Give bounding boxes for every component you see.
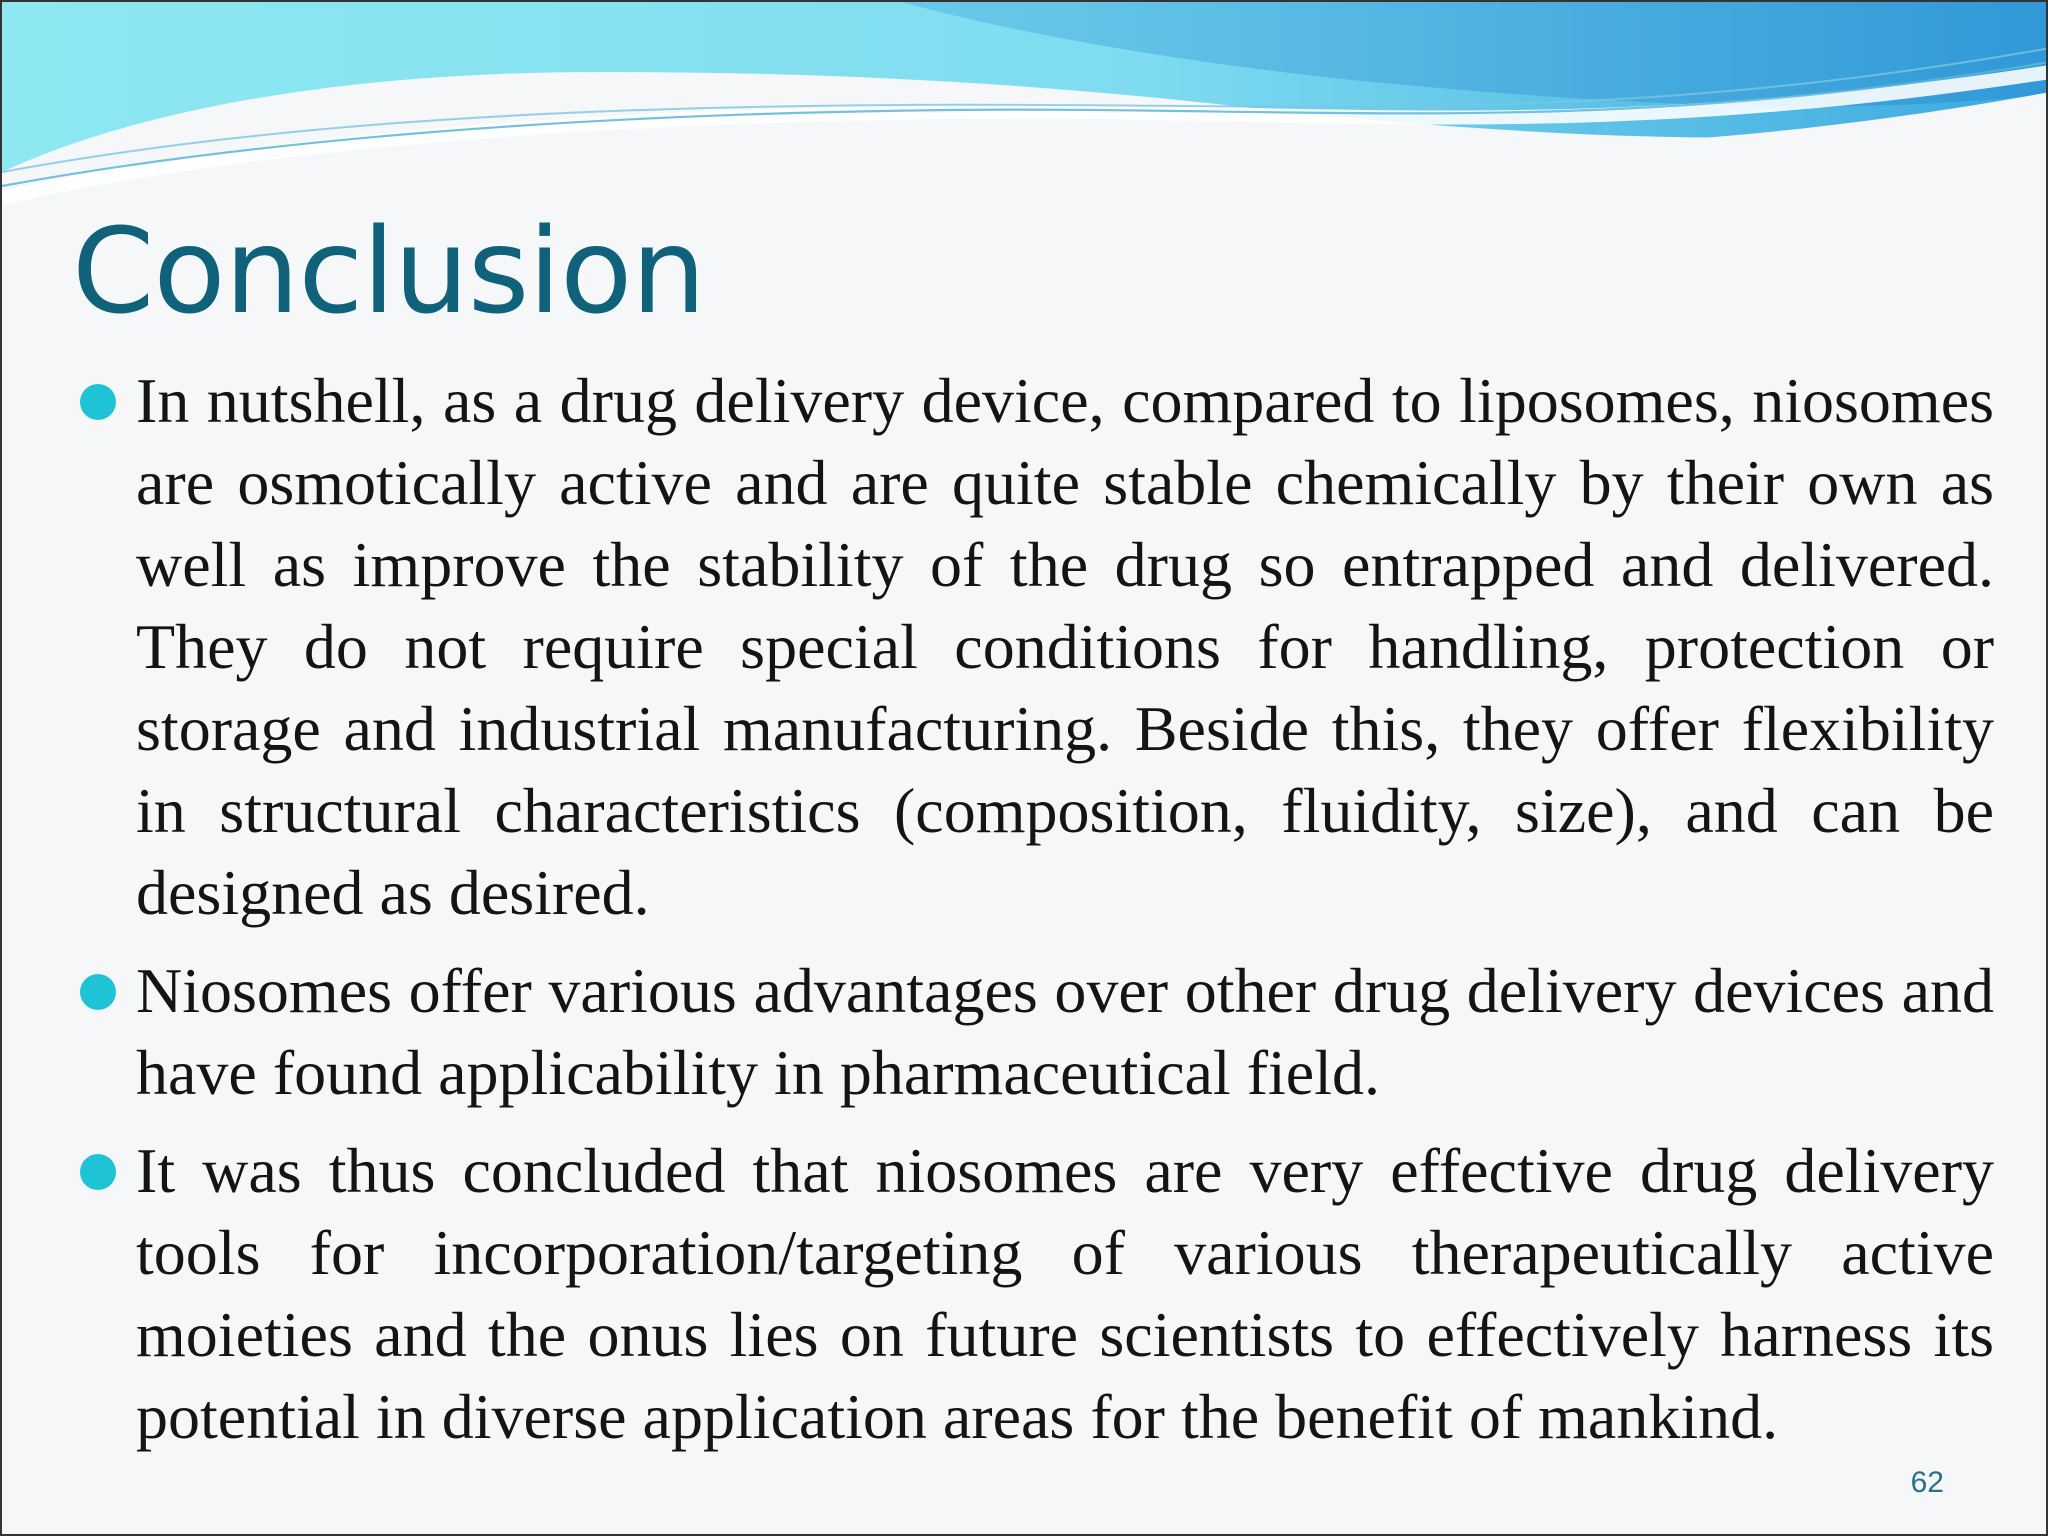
- filled-circle-bullet-icon: [80, 1154, 116, 1190]
- bullet-item: [72, 1130, 1994, 1458]
- page-number: 62: [1910, 1466, 1944, 1499]
- bullet-text: In nutshell, as a drug delivery device, compared to liposomes, niosomes are osmotically active and are quite stable chemically by their own as well as improve the stability of the drug so entrapped and delivered. They do not require special conditions for handling, protection or storage and industrial manufacturing. Beside this, they offer flexibility in structural characteristics (composition, fluidity, size), and can be designed as desired.: [136, 365, 1994, 928]
- bullet-text: It was thus concluded that niosomes are very effective drug delivery tools for incorporation/targeting of various therapeutically active moieties and the onus lies on future scientists to effectively harness its potential in diverse application areas for the benefit of mankind.: [136, 1135, 1994, 1452]
- bullet-item: [72, 360, 1994, 934]
- bullet-item: [72, 950, 1994, 1114]
- bullet-list: [72, 360, 1994, 1474]
- filled-circle-bullet-icon: [80, 384, 116, 420]
- filled-circle-bullet-icon: [80, 974, 116, 1010]
- slide-title: Conclusion: [72, 202, 706, 340]
- bullet-text: Niosomes offer various advantages over other drug delivery devices and have found applicability in pharmaceutical field.: [136, 955, 1994, 1108]
